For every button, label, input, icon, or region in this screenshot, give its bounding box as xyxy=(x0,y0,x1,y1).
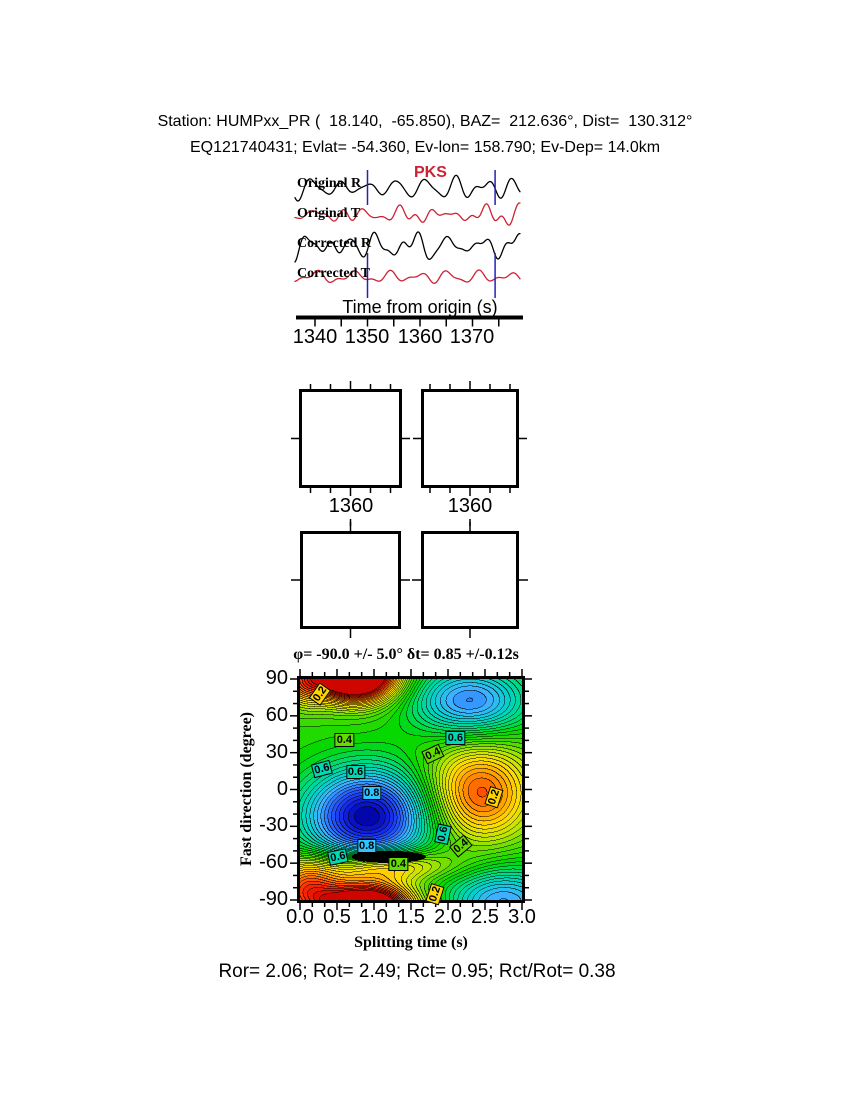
station-header: Station: HUMPxx_PR ( 18.140, -65.850), BAZ= 212.636°, Dist= 130.312° xyxy=(157,113,693,130)
contour-value-label: 0.2 xyxy=(426,883,445,906)
x-tick-label: 1.5 xyxy=(397,906,425,928)
y-tick-label: 30 xyxy=(265,740,288,763)
particle-motion-panel-right-frame xyxy=(421,531,519,629)
trace-label-original-t: Original T xyxy=(297,206,361,221)
x-axis-title: Splitting time (s) xyxy=(354,934,468,951)
y-tick-label: -30 xyxy=(259,814,288,837)
x-tick-label: 2.0 xyxy=(434,906,462,928)
time-tick-label: 1370 xyxy=(449,326,495,348)
y-tick-label: -90 xyxy=(259,888,288,910)
x-tick-label: 1.0 xyxy=(360,906,388,928)
phase-label: PKS xyxy=(414,164,447,181)
correlation-results-line: Ror= 2.06; Rot= 2.49; Rct= 0.95; Rct/Rot= 0.38 xyxy=(218,961,616,982)
y-tick-label: 60 xyxy=(265,703,288,726)
contour-labels-layer xyxy=(300,679,522,903)
time-tick-label: 1350 xyxy=(344,326,390,348)
x-tick-label: 0.5 xyxy=(323,906,351,928)
y-tick-label: 0 xyxy=(276,777,288,800)
contour-value-label: 0.6 xyxy=(328,848,350,866)
x-tick-label: 3.0 xyxy=(508,906,536,928)
waveform-panel-left-frame xyxy=(299,389,402,488)
contour-value-label: 0.6 xyxy=(434,823,452,845)
contour-value-label: 0.4 xyxy=(390,858,407,871)
contour-value-label: 0.8 xyxy=(358,839,375,852)
contour-value-label: 0.6 xyxy=(447,731,464,744)
time-tick-label: 1340 xyxy=(292,326,338,348)
contour-value-label: 0.6 xyxy=(347,766,364,779)
trace-label-original-r: Original R xyxy=(297,176,362,191)
waveform-panel-right-frame xyxy=(421,389,519,488)
contour-value-label: 0.4 xyxy=(421,743,444,764)
contour-value-label: 0.8 xyxy=(364,787,380,800)
y-tick-label: -60 xyxy=(259,851,288,874)
trace-label-corrected-t: Corrected T xyxy=(297,266,370,281)
contour-value-label: 0.4 xyxy=(336,734,353,747)
time-axis-title: Time from origin (s) xyxy=(342,297,498,317)
trace-label-corrected-r: Corrected R xyxy=(297,236,371,251)
contour-value-label: 0.6 xyxy=(311,759,333,778)
particle-motion-panel-left-frame xyxy=(300,531,401,629)
contour-value-label: 0.4 xyxy=(449,834,473,857)
x-tick-label: 0.0 xyxy=(286,906,314,928)
contour-value-label: 0.2 xyxy=(309,682,332,706)
splitting-result-title: φ= -90.0 +/- 5.0° δt= 0.85 +/-0.12s xyxy=(293,646,519,663)
panel-tick-label: 1360 xyxy=(447,495,493,517)
y-axis-title: Fast direction (degree) xyxy=(238,711,255,867)
time-tick-label: 1360 xyxy=(397,326,443,348)
y-tick-label: 90 xyxy=(265,667,288,689)
contour-value-label: 0.2 xyxy=(484,786,503,809)
panel-tick-label: 1360 xyxy=(328,495,374,517)
event-header: EQ121740431; Evlat= -54.360, Ev-lon= 158.790; Ev-Dep= 14.0km xyxy=(189,139,661,156)
x-tick-label: 2.5 xyxy=(471,906,499,928)
